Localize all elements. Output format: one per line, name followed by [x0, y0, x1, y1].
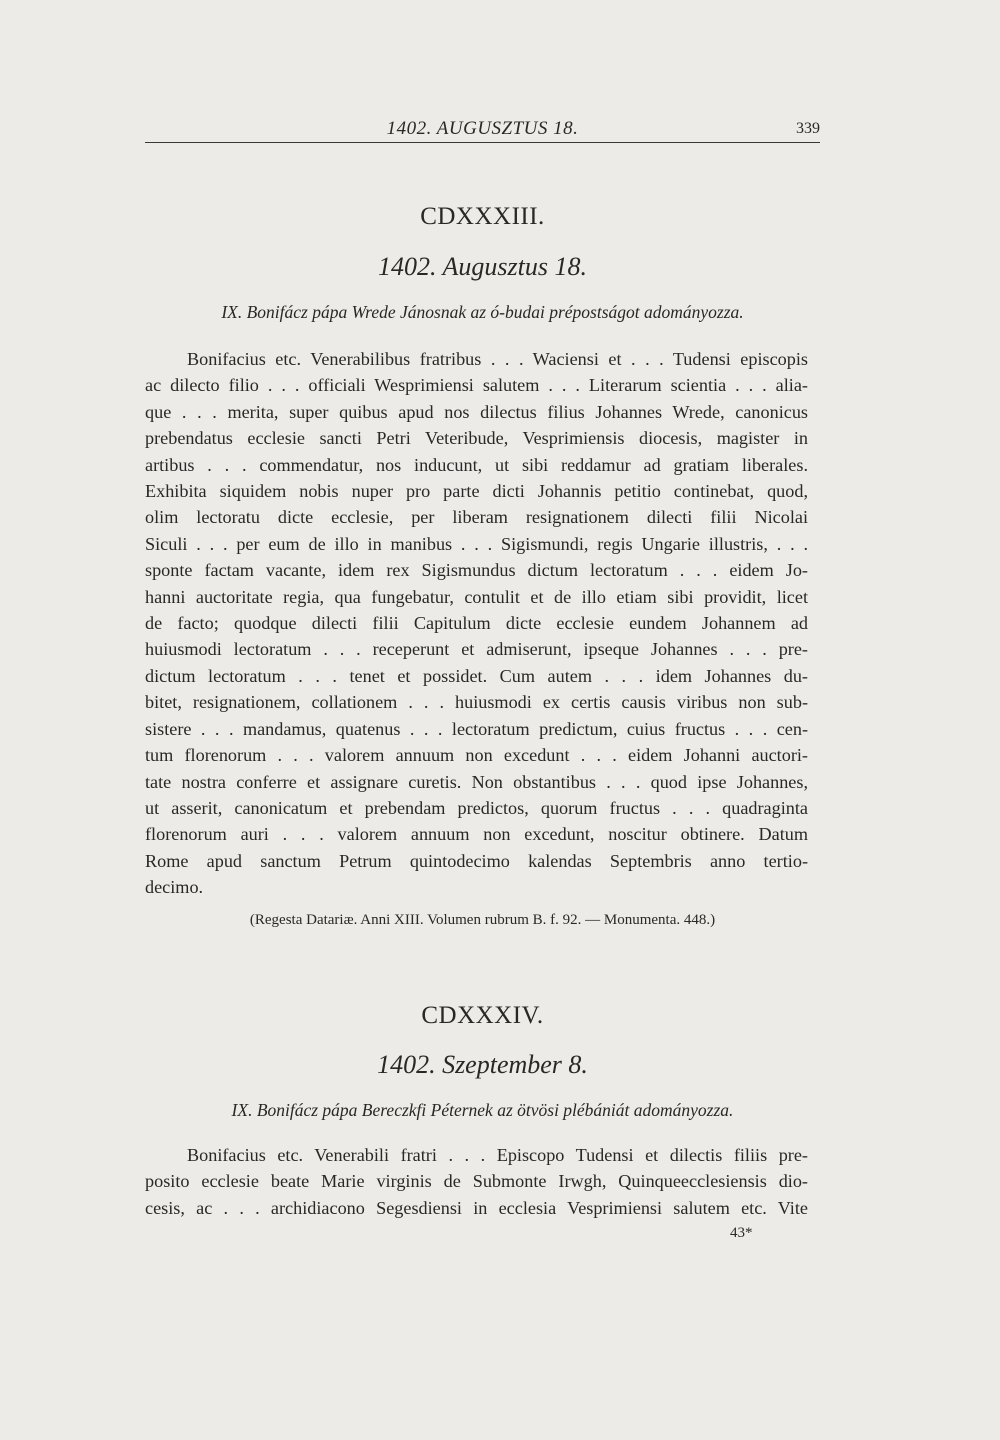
doc1-line: dictum lectoratum . . . tenet et possidet. Cum autem . . . idem Johannes du-	[145, 665, 808, 686]
doc1-line: Exhibita siquidem nobis nuper pro parte dicti Johannis petitio continebat, quod,	[145, 481, 808, 502]
doc1-number: CDXXXIII.	[420, 203, 545, 230]
doc1-summary: IX. Bonifácz pápa Wrede Jánosnak az ó-budai prépostságot adományozza.	[221, 302, 744, 322]
doc2-date: 1402. Szeptember 8.	[377, 1050, 588, 1079]
doc1-line: Rome apud sanctum Petrum quintodecimo kalendas Septembris anno tertio-	[145, 850, 808, 871]
doc1-line: florenorum auri . . . valorem annuum non excedunt, noscitur obtinere. Datum	[145, 824, 808, 845]
signature-mark: 43*	[730, 1225, 753, 1241]
doc1-line: sponte factam vacante, idem rex Sigismundus dictum lectoratum . . . eidem Jo-	[145, 560, 808, 581]
doc1-line: hanni auctoritate regia, qua fungebatur, contulit et de illo etiam sibi providit, licet	[145, 586, 808, 607]
doc1-line: ac dilecto filio . . . officiali Wesprimiensi salutem . . . Literarum scientia . . . alia-	[145, 375, 808, 396]
doc1-line: olim lectoratu dicte ecclesie, per liberam resignationem dilecti filii Nicolai	[145, 507, 808, 528]
doc2-body	[145, 1142, 808, 1221]
doc2-summary: IX. Bonifácz pápa Bereczkfi Péternek az ötvösi plébániát adományozza.	[231, 1100, 734, 1120]
doc1-line: bitet, resignationem, collationem . . . huiusmodi ex certis causis viribus non sub-	[145, 692, 808, 713]
doc1-line: artibus . . . commendatur, nos inducunt, ut sibi reddamur ad gratiam liberales.	[145, 454, 808, 475]
doc1-line: ut asserit, canonicatum et prebendam predictos, quorum fructus . . . quadraginta	[145, 797, 808, 818]
doc1-line: que . . . merita, super quibus apud nos dilectus filius Johannes Wrede, canonicus	[145, 401, 808, 422]
doc1-line: Siculi . . . per eum de illo in manibus . . . Sigismundi, regis Ungarie illustris, . . .	[145, 533, 808, 554]
doc1-line: de facto; quodque dilecti filii Capitulum dicte ecclesie eundem Johannem ad	[145, 613, 808, 634]
doc1-line: huiusmodi lectoratum . . . receperunt et admiserunt, ipseque Johannes . . . pre-	[145, 639, 808, 660]
header-rule	[145, 142, 820, 143]
doc2-number: CDXXXIV.	[421, 1002, 544, 1029]
doc1-line: Bonifacius etc. Venerabilibus fratribus . . . Waciensi et . . . Tudensi episcopis	[187, 349, 808, 369]
doc1-line: sistere . . . mandamus, quatenus . . . lectoratum predictum, cuius fructus . . . cen-	[145, 718, 808, 739]
doc1-date: 1402. Augusztus 18.	[378, 252, 587, 281]
doc1-source-citation: (Regesta Datariæ. Anni XIII. Volumen rubrum B. f. 92. — Monumenta. 448.)	[249, 912, 716, 928]
doc2-line: posito ecclesie beate Marie virginis de Submonte Irwgh, Quinqueecclesiensis dio-	[145, 1171, 808, 1192]
doc1-line: tate nostra conferre et assignare curetis. Non obstantibus . . . quod ipse Johannes,	[145, 771, 808, 792]
doc1-body	[145, 346, 808, 901]
doc1-line: tum florenorum . . . valorem annuum non excedunt . . . eidem Johanni auctori-	[145, 745, 808, 766]
page-number: 339	[796, 120, 820, 137]
running-head-title: 1402. AUGUSZTUS 18.	[386, 118, 579, 139]
doc2-line: cesis, ac . . . archidiacono Segesdiensi in ecclesia Vesprimiensi salutem etc. Vite	[145, 1197, 808, 1218]
running-head	[145, 118, 820, 140]
doc1-line: prebendatus ecclesie sancti Petri Veteribude, Vesprimiensis diocesis, magister in	[145, 428, 808, 449]
doc1-line: decimo.	[145, 877, 204, 898]
doc2-line: Bonifacius etc. Venerabili fratri . . . Episcopo Tudensi et dilectis filiis pre-	[187, 1145, 808, 1165]
